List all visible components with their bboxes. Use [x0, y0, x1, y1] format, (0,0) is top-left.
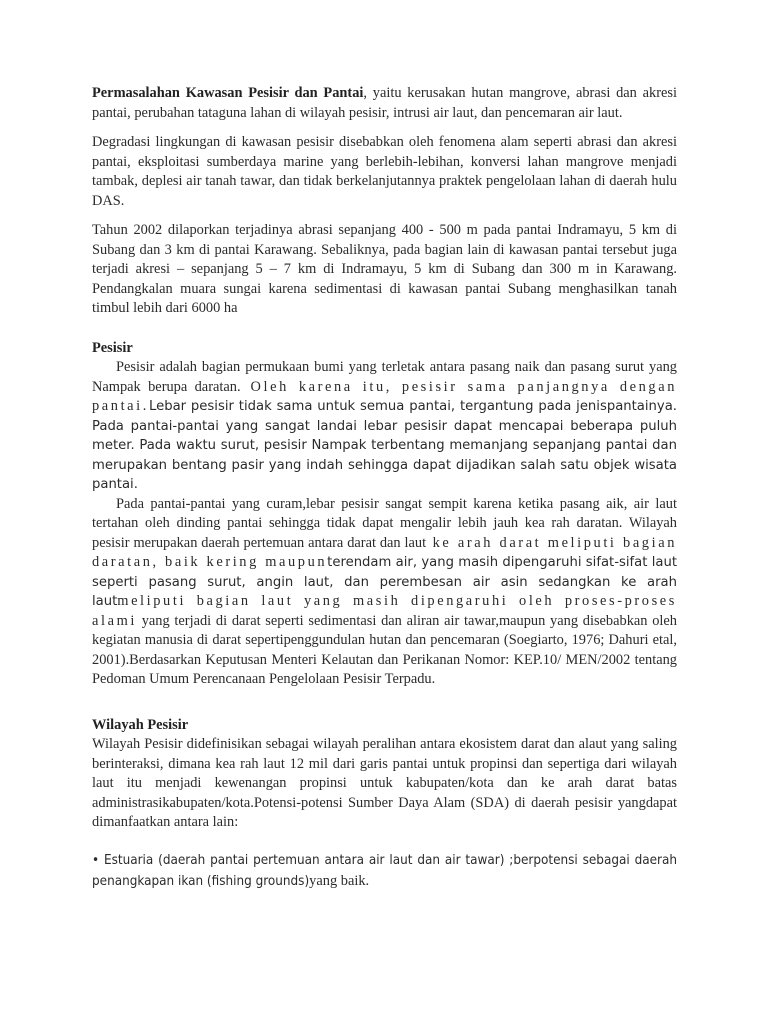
wilayah-pesisir-heading: Wilayah Pesisir — [92, 716, 189, 733]
pesisir-p2-part-d: meliputi bagian laut yang masih dipengaruhi oleh proses-proses alami — [92, 593, 677, 629]
pesisir-p2-part-e: yang terjadi di darat seperti sedimentasi dan aliran air tawar,maupun yang disebabkan oleh kegiatan manusia di darat sepertipenggundulan hutan dan pencemaran (Soegiarto, 1976; Dahuri etal, 2001).Berdasarkan Keputusan Menteri Kelautan dan Perikanan Nomor: KEP.10/ MEN/2002 tentang Pedoman Umum Perencanaan Pengelolaan Pesisir Terpadu. — [92, 612, 677, 687]
intro-rest: , yaitu kerusakan hutan mangrove, abrasi dan akresi pantai, perubahan tataguna lahan di wilayah pesisir, intrusi air laut, dan pencemaran air laut. — [92, 85, 677, 121]
pesisir-p2-part-c: terendam air, yang masih dipengaruhi sifat-sifat laut seperti pasang surut, angin laut, dan perembesan air asin sedangkan ke arah laut — [92, 555, 677, 609]
pesisir-paragraph-1 — [92, 358, 677, 495]
degradation-paragraph: Degradasi lingkungan di kawasan pesisir disebabkan oleh fenomena alam seperti abrasi dan akresi pantai, eksploitasi sumberdaya marine yang berlebih-lebihan, konversi lahan mangrove menjadi tambak, deplesi air tanah tawar, dan tidak berkelanjutannya praktek pengelolaan lahan di daerah hulu DAS. — [92, 134, 677, 209]
intro-lead: Permasalahan Kawasan Pesisir dan Pantai — [92, 85, 364, 101]
pesisir-heading: Pesisir — [92, 339, 133, 356]
abrasion-paragraph: Tahun 2002 dilaporkan terjadinya abrasi sepanjang 400 - 500 m pada pantai Indramayu, 5 km di Subang dan 3 km di pantai Karawang. Sebaliknya, pada bagian lain di kawasan pantai tersebut juga terjadi akresi – sepanjang 5 – 7 km di Indramayu, 5 km di Subang dan 300 m in Karawang. Pendangkalan muara sungai karena sedimentasi di kawasan pantai Subang menghasilkan tanah timbul lebih dari 6000 ha — [92, 222, 677, 316]
bullet-text: Estuaria (daerah pantai pertemuan antara air laut dan air tawar) ;berpotensi sebagai daerah penangkapan ikan (fishing grounds) — [92, 852, 677, 889]
pesisir-p2-part-a: Pada pantai-pantai yang curam,lebar pesisir sangat sempit karena ketika pasang aik, air laut tertahan oleh dinding pantai sehingga tidak dapat mengalir lebih jauh kea rah daratan. Wilayah pesisir merupakan daerah pertemuan antara darat dan laut — [92, 495, 677, 551]
bullet-icon: • — [92, 852, 100, 868]
pesisir-p1-part-a: Pesisir adalah bagian permukaan bumi yang terletak antara pasang naik dan pasang surut yang Nampak berupa daratan. — [92, 359, 677, 395]
intro-paragraph — [92, 84, 677, 123]
bullet-text-end: yang baik. — [309, 872, 370, 889]
pesisir-paragraph-2 — [92, 495, 677, 690]
pesisir-p2-part-b: ke arah darat meliputi bagian daratan, baik kering maupun — [92, 534, 677, 570]
pesisir-p1-part-b: Oleh karena itu, pesisir sama panjangnya dengan pantai. — [92, 378, 677, 414]
pesisir-p1-part-c: Lebar pesisir tidak sama untuk semua pantai, tergantung pada jenispantainya. Pada pantai-pantai yang sangat landai lebar pesisir dapat mencapai beberapa puluh meter. Pada waktu surut, pesisir Nampak terbentang memanjang sepanjang pantai dan merupakan bentang pasir yang indah sehingga dapat dijadikan salah satu objek wisata pantai. — [92, 399, 677, 492]
list-item-estuaria — [92, 851, 677, 892]
wilayah-pesisir-paragraph: Wilayah Pesisir didefinisikan sebagai wilayah peralihan antara ekosistem darat dan alaut yang saling berinteraksi, dimana kea rah laut 12 mil dari garis pantai untuk propinsi dan sepertiga dari wilayah laut itu menjadi kewenangan propinsi untuk kabupaten/kota dan ke arah darat batas administrasikabupaten/kota.Potensi-potensi Sumber Daya Alam (SDA) di daerah pesisir yangdapat dimanfaatkan antara lain: — [92, 736, 677, 830]
document-page — [92, 84, 677, 892]
